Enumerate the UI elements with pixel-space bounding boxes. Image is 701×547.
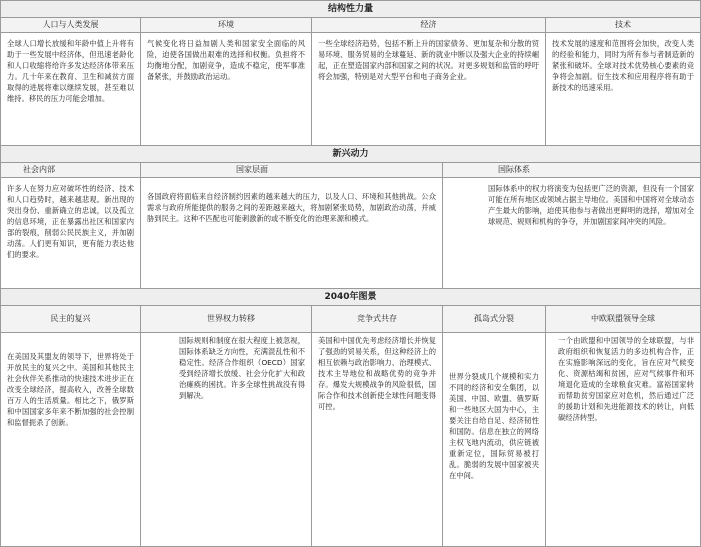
header-technology: 技术: [546, 18, 701, 33]
header-state: 国家层面: [141, 163, 443, 178]
body-international: 国际体系中的权力将演变为包括更广泛的资源，但没有一个国家可能在所有地区或领域占据主导地位。美国和中国将对全球动态产生最大的影响，迫使其他参与者做出更鲜明的选择，增加对全球规范、规则和机构的争夺，并加剧国家间冲突的风险。: [443, 178, 701, 289]
header-environment: 环境: [141, 18, 312, 33]
header-economy: 经济: [312, 18, 546, 33]
header-competitive-coexistence: 竞争式共存: [312, 306, 443, 333]
section-title-structural: 结构性力量: [1, 1, 701, 18]
header-world-adrift: 世界权力转移: [141, 306, 312, 333]
body-tragedy-mobilization: 一个由欧盟和中国领导的全球联盟，与非政府组织和恢复活力的多边机构合作，正在实施影响深远的变化，旨在应对气候变化、资源枯竭和贫困，应对气候事件和环境退化造成的全球粮食灾难。富裕国家转而帮助贫穷国家应对危机，然后通过广泛的援助计划和先进能源技术的转让，向低碳经济转型。: [546, 333, 701, 547]
body-societal: 许多人在努力应对破坏性的经济、技术和人口趋势时，越来越悲观。新出现的突出身份、重新确立的忠诚，以及孤立的信息环境，正在暴露出社区和国家内部的裂痕，削弱公民民族主义，并加剧动荡。人们更有知识，更有能力表达他们的要求。: [1, 178, 141, 289]
body-state: 各国政府将面临来自经济制约因素的越来越大的压力，以及人口、环境和其他挑战。公众需求与政府所能提供的服务之间的差距越来越大，将加剧紧张局势，加剧政治动荡，并威胁到民主。这种不匹配也可能刺激新的或不断变化的治理来源和模式。: [141, 178, 443, 289]
body-economy: 一些全球经济趋势，包括不断上升的国家债务、更加复杂和分散的贸易环境、服务贸易的全球蔓延、新的就业中断以及强大企业的持续崛起，正在塑造国家内部和国家之间的状况。对更多规划和监管的呼吁将会加强，特别是对大型平台和电子商务企业。: [312, 33, 546, 146]
body-democracy-renaissance: 在美国及其盟友的领导下，世界将处于开放民主的复兴之中。美国和其他民主社会伙伴关系推动的快速技术进步正在改变全球经济，提高收入，改善全球数百万人的生活质量。相比之下，俄罗斯和中国国家多年来不断加强的社会控制和监督扼杀了创新。: [1, 333, 141, 547]
body-technology: 技术发展的速度和范围将会加快，改变人类的经验和能力，同时为所有参与者制造新的紧张和破坏。全球对技术优势核心要素的竞争将会加剧。衍生技术和应用程序将有助于新技术的迅速采用。: [546, 33, 701, 146]
header-societal: 社会内部: [1, 163, 141, 178]
section-title-scenarios: 2040年图景: [1, 289, 701, 306]
body-population: 全球人口增长放缓和年龄中值上升将有助于一些发展中经济体，但迅速老龄化和人口收缩将给许多发达经济体带来压力。几十年来在教育、卫生和减贫方面取得的进展将难以继续发展，甚至难以维持。移民的压力可能会增加。: [1, 33, 141, 146]
section-title-emerging: 新兴动力: [1, 146, 701, 163]
header-tragedy-mobilization: 中欧联盟领导全球: [546, 306, 701, 333]
header-separate-silos: 孤岛式分裂: [443, 306, 546, 333]
body-world-adrift: 国际规则和制度在很大程度上被忽视，国际体系缺乏方向性，充满混乱性和不稳定性。经济合作组织（OECD）国家受到经济增长放缓、社会分化扩大和政治瘫痪的困扰。许多全球性挑战没有得到解决。: [141, 333, 312, 547]
header-democracy-renaissance: 民主的复兴: [1, 306, 141, 333]
body-competitive-coexistence: 美国和中国优先考虑经济增长并恢复了强劲的贸易关系，但这种经济上的相互依赖与政治影响力、治理模式、技术主导地位和战略优势的竞争并存。爆发大规模战争的风险很低，国际合作和技术创新使全球性问题变得可控。: [312, 333, 443, 547]
header-population: 人口与人类发展: [1, 18, 141, 33]
body-environment: 气候变化将日益加剧人类和国家安全面临的风险，迫使各国做出艰难的选择和权衡。负担将不均衡地分配，加剧竞争，造成不稳定，使军事准备紧张，并鼓励政治运动。: [141, 33, 312, 146]
body-separate-silos: 世界分裂成几个规模和实力不同的经济和安全集团，以美国、中国、欧盟、俄罗斯和一些地区大国为中心，主要关注自给自足、经济韧性和国防。信息在独立的网络主权飞地内流动，供应链被重新定位，国际贸易被打乱。脆弱的发展中国家被夹在中间。: [443, 333, 546, 547]
header-international: 国际体系: [443, 163, 701, 178]
